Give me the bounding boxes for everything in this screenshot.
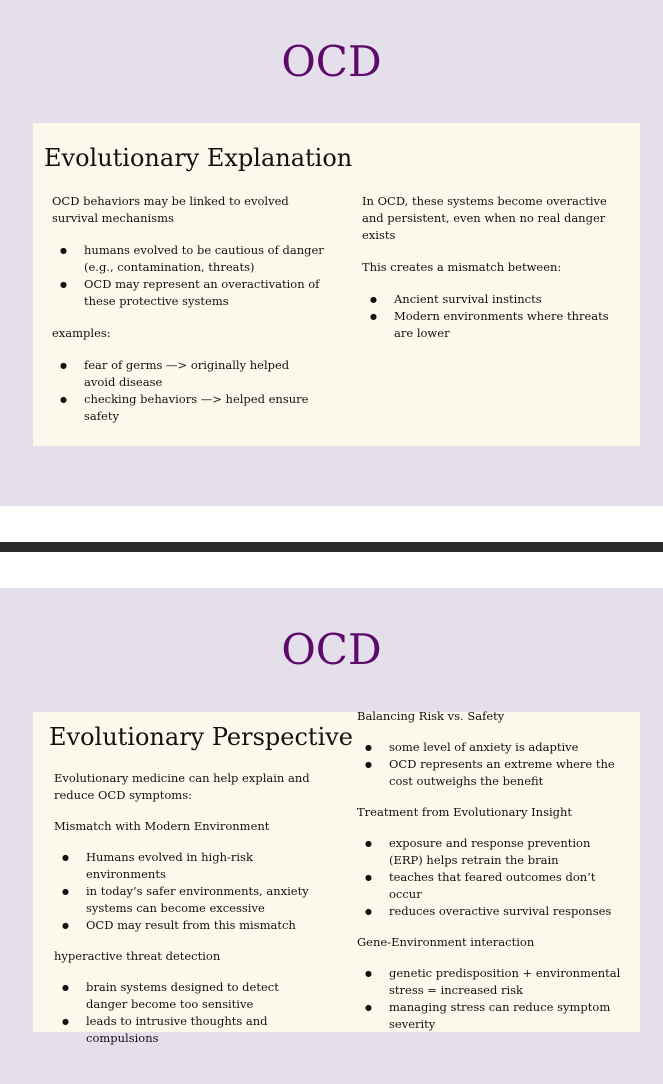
slide-divider	[0, 542, 663, 552]
slide-evolutionary-explanation	[0, 0, 663, 506]
list-item: ● OCD may result from this mismatch	[54, 917, 322, 934]
right-column	[362, 193, 624, 342]
section-label: hyperactive threat detection	[54, 949, 221, 963]
list-item: ● leads to intrusive thoughts and compulsions	[54, 1013, 322, 1047]
list-item: ● OCD may represent an overactivation of these protective systems	[52, 276, 324, 310]
section-label: Mismatch with Modern Environment	[54, 819, 270, 833]
slide-gap	[0, 506, 663, 542]
bullet-list	[52, 242, 324, 310]
list-item: ● in today’s safer environments, anxiety systems can become excessive	[54, 883, 322, 917]
section-label: Balancing Risk vs. Safety	[357, 709, 505, 723]
list-item: ● teaches that feared outcomes don’t occur	[357, 869, 627, 903]
bullet-list	[362, 291, 624, 342]
bullet-list	[357, 835, 627, 920]
bullet-list	[357, 739, 627, 790]
section-heading: Evolutionary Perspective	[49, 723, 354, 751]
list-item: ● humans evolved to be cautious of danger (e.g., contamination, threats)	[52, 242, 324, 276]
content-card	[33, 709, 640, 1045]
section-label: Treatment from Evolutionary Insight	[357, 805, 573, 819]
list-item: ● Humans evolved in high-risk environments	[54, 849, 322, 883]
list-item: ● fear of germs —> originally helped avoid disease	[52, 357, 324, 391]
list-item: ● some level of anxiety is adaptive	[357, 739, 627, 756]
content-card	[33, 123, 640, 446]
list-item: ● reduces overactive survival responses	[357, 903, 627, 920]
bullet-list	[357, 965, 627, 1033]
examples-label: examples:	[52, 326, 111, 340]
slide-title: OCD	[281, 37, 382, 86]
right-column	[357, 708, 627, 1033]
list-item: ● OCD represents an extreme where the cost outweighs the benefit	[357, 756, 627, 790]
list-item: ● managing stress can reduce symptom severity	[357, 999, 627, 1033]
slide-evolutionary-perspective	[0, 588, 663, 1084]
mismatch-text: This creates a mismatch between:	[362, 260, 562, 274]
bullet-list	[52, 357, 324, 425]
left-column	[54, 770, 322, 1047]
left-column	[52, 193, 324, 425]
list-item: ● brain systems designed to detect danger become too sensitive	[54, 979, 322, 1013]
list-item: ● checking behaviors —> helped ensure safety	[52, 391, 324, 425]
list-item: ● Ancient survival instincts	[362, 291, 624, 308]
bullet-list	[54, 849, 322, 934]
section-label: Gene-Environment interaction	[357, 935, 535, 949]
intro-text: OCD behaviors may be linked to evolved survival mechanisms	[52, 194, 289, 225]
list-item: ● Modern environments where threats are lower	[362, 308, 624, 342]
intro-text: In OCD, these systems become overactive and persistent, even when no real danger exists	[362, 194, 607, 242]
slide-title: OCD	[281, 625, 382, 674]
list-item: ● exposure and response prevention (ERP) helps retrain the brain	[357, 835, 627, 869]
intro-text: Evolutionary medicine can help explain and reduce OCD symptoms:	[54, 771, 310, 802]
list-item: ● genetic predisposition + environmental stress = increased risk	[357, 965, 627, 999]
slide-gap	[0, 552, 663, 588]
bullet-list	[54, 979, 322, 1047]
section-heading: Evolutionary Explanation	[44, 144, 353, 172]
